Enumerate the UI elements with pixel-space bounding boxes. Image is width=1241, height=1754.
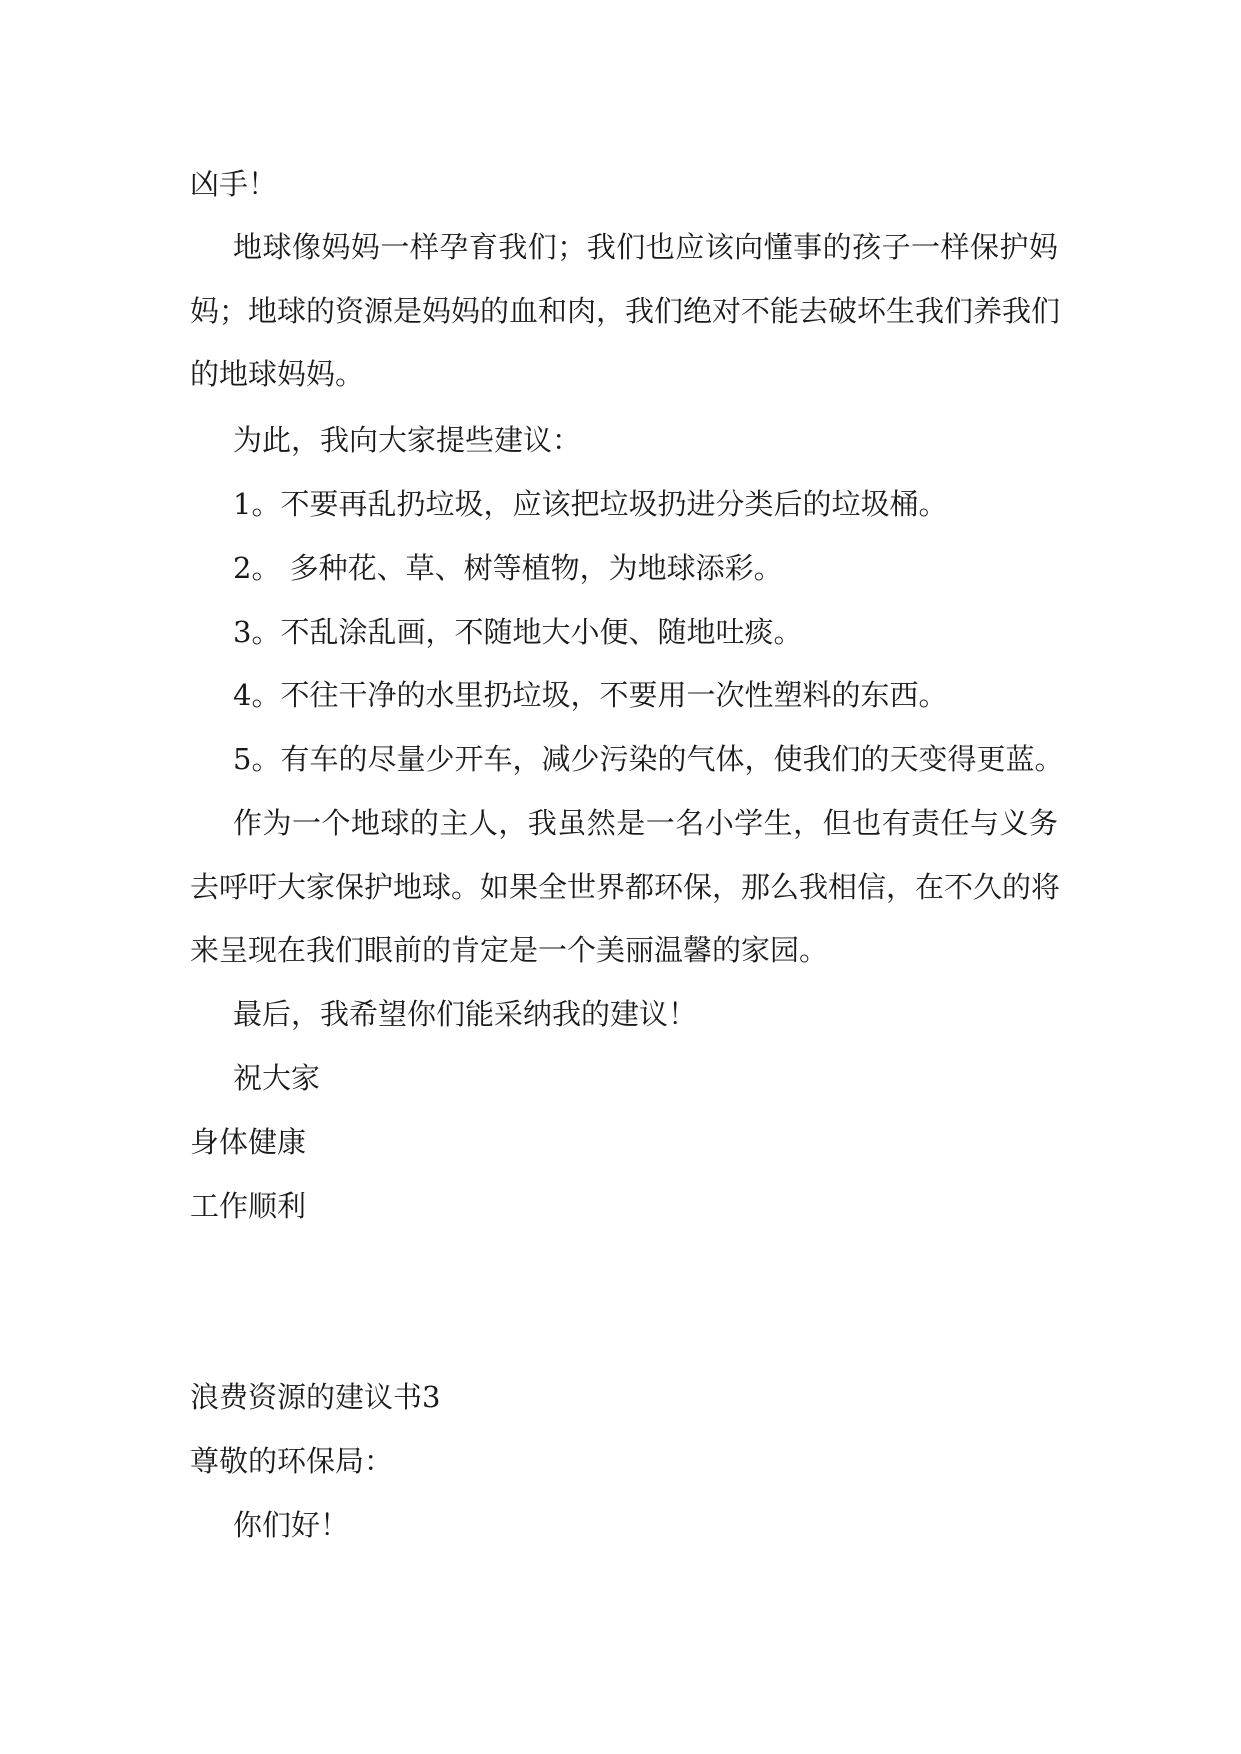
text-line: 凶手！: [190, 167, 278, 201]
list-item: 2。 多种花、草、树等植物，为地球添彩。: [233, 551, 783, 585]
section-title: 浪费资源的建议书3: [190, 1380, 441, 1414]
list-item: 4。不往干净的水里扔垃圾，不要用一次性塑料的东西。: [233, 678, 948, 712]
paragraph-line: 为此，我向大家提些建议：: [233, 423, 582, 457]
paragraph-line: 作为一个地球的主人，我虽然是一名小学生，但也有责任与义务: [233, 806, 1058, 840]
paragraph-line: 最后，我希望你们能采纳我的建议！: [233, 997, 698, 1031]
list-item: 1。不要再乱扔垃圾，应该把垃圾扔进分类后的垃圾桶。: [233, 487, 948, 521]
greeting: 你们好！: [233, 1508, 350, 1542]
list-item: 3。不乱涂乱画，不随地大小便、随地吐痰。: [233, 615, 803, 649]
closing-line: 工作顺利: [190, 1189, 307, 1223]
paragraph-line: 的地球妈妈。: [190, 357, 365, 391]
paragraph-line: 来呈现在我们眼前的肯定是一个美丽温馨的家园。: [190, 933, 829, 967]
salutation: 尊敬的环保局：: [190, 1444, 394, 1478]
paragraph-line: 地球像妈妈一样孕育我们；我们也应该向懂事的孩子一样保护妈: [233, 230, 1058, 264]
paragraph-line: 妈；地球的资源是妈妈的血和肉，我们绝对不能去破坏生我们养我们: [190, 294, 1061, 328]
closing-line: 祝大家: [233, 1061, 321, 1095]
list-item: 5。有车的尽量少开车，减少污染的气体，使我们的天变得更蓝。: [233, 742, 1064, 776]
paragraph-line: 去呼吁大家保护地球。如果全世界都环保，那么我相信，在不久的将: [190, 870, 1061, 904]
closing-line: 身体健康: [190, 1125, 307, 1159]
